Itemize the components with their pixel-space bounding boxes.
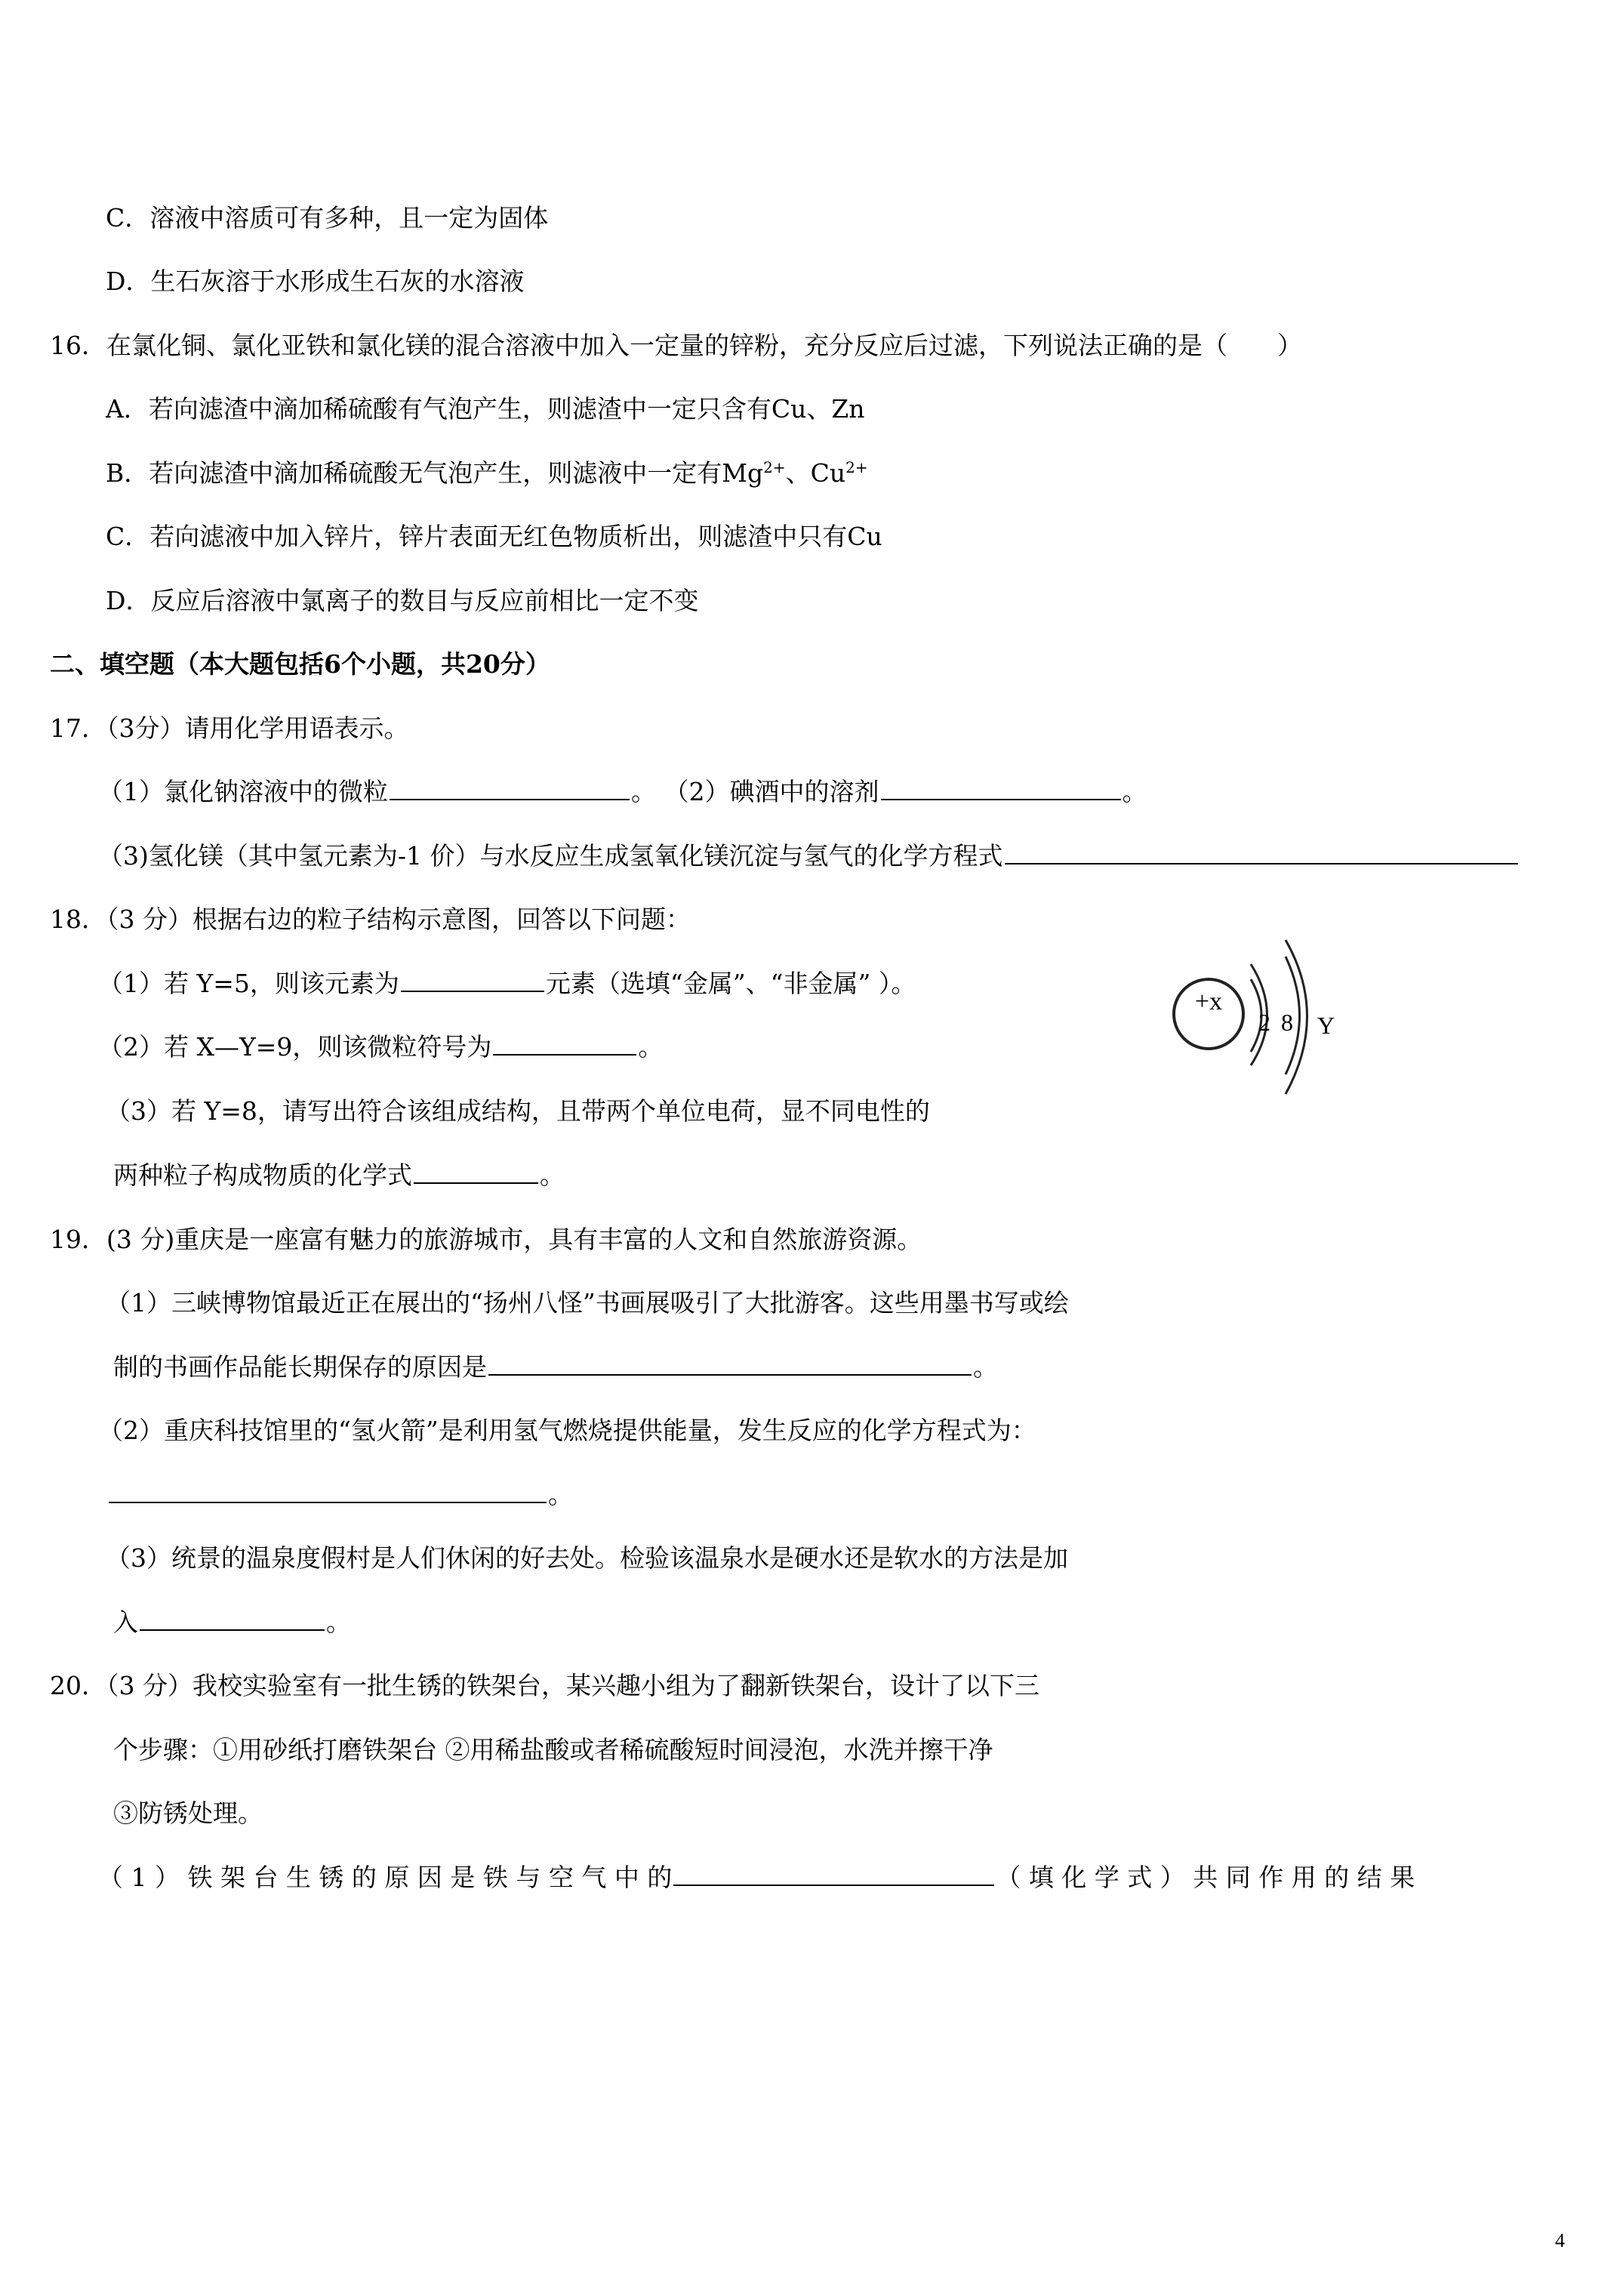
question-19: 19．(3 分)重庆是一座富有魅力的旅游城市，具有丰富的人文和自然旅游资源。 <box>50 1225 922 1254</box>
option-16c: C．若向滤液中加入锌片，锌片表面无红色物质析出，则滤渣中只有Cu <box>106 522 882 551</box>
answer-blank[interactable] <box>673 1884 994 1886</box>
question-18-part-3-cont: 两种粒子构成物质的化学式 。 <box>113 1160 565 1190</box>
answer-blank[interactable] <box>493 1053 636 1056</box>
option-15d: D．生石灰溶于水形成生石灰的水溶液 <box>106 267 525 296</box>
nucleus-charge: +x <box>1194 988 1223 1015</box>
question-20-steps-cont: ③防锈处理。 <box>113 1798 263 1828</box>
option-16a: A．若向滤渣中滴加稀硫酸有气泡产生，则滤渣中一定只含有Cu、Zn <box>106 394 865 424</box>
answer-blank[interactable] <box>1005 862 1518 864</box>
question-17-part-1-2: （1）氯化钠溶液中的微粒 。 （2）碘酒中的溶剂 。 <box>98 777 1147 806</box>
question-19-part-1: （1）三峡博物馆最近正在展出的“扬州八怪”书画展吸引了大批游客。这些用墨书写或绘 <box>106 1288 1069 1318</box>
section-heading: 二、填空题（本大题包括6个小题，共20分） <box>50 649 550 679</box>
question-18-part-3: （3）若 Y=8，请写出符合该组成结构，且带两个单位电荷，显不同电性的 <box>106 1096 930 1126</box>
option-16b: B．若向滤渣中滴加稀硫酸无气泡产生，则滤液中一定有$Mg^{2+}$、$Cu^{2+}$ <box>106 458 868 488</box>
answer-blank[interactable] <box>488 1373 972 1376</box>
question-20: 20．（3 分）我校实验室有一批生锈的铁架台，某兴趣小组为了翻新铁架台，设计了以下三 <box>50 1671 1039 1700</box>
question-16: 16．在氯化铜、氯化亚铁和氯化镁的混合溶液中加入一定量的锌粉，充分反应后过滤，下列说法正确的是（ ） <box>50 331 1302 360</box>
answer-blank[interactable] <box>390 798 630 800</box>
question-20-part-1: （ 1 ） 铁 架 台 生 锈 的 原 因 是 铁 与 空 气 中 的 （ 填 化 学 式 ） 共 同 作 用 的 结 果 <box>98 1863 1415 1892</box>
shell-1-electrons: 2 <box>1258 1009 1270 1036</box>
question-19-part-2: （2）重庆科技馆里的“氢火箭”是利用氢气燃烧提供能量，发生反应的化学方程式为： <box>98 1416 1036 1445</box>
question-19-part-1-cont: 制的书画作品能长期保存的原因是 。 <box>113 1352 998 1382</box>
page-number: 4 <box>1555 2230 1565 2251</box>
question-17: 17．（3分）请用化学用语表示。 <box>50 713 409 743</box>
option-16d: D．反应后溶液中氯离子的数目与反应前相比一定不变 <box>106 586 699 615</box>
question-19-part-2-cont: 。 <box>107 1482 573 1507</box>
question-17-part-3: （3)氢化镁（其中氢元素为-1 价）与水反应生成氢氧化镁沉淀与氢气的化学方程式 <box>98 843 1520 868</box>
answer-blank[interactable] <box>414 1182 538 1184</box>
question-18-part-2: （2）若 X—Y=9，则该微粒符号为 。 <box>98 1032 664 1062</box>
question-20-steps: 个步骤：①用砂纸打磨铁架台 ②用稀盐酸或者稀硫酸短时间浸泡，水洗并擦干净 <box>113 1735 993 1764</box>
question-19-part-3: （3）统景的温泉度假村是人们休闲的好去处。检验该温泉水是硬水还是软水的方法是加 <box>106 1543 1068 1573</box>
answer-blank[interactable] <box>109 1501 547 1503</box>
option-15c: C．溶液中溶质可有多种，且一定为固体 <box>106 203 549 233</box>
answer-blank[interactable] <box>881 798 1121 800</box>
question-18: 18．（3 分）根据右边的粒子结构示意图，回答以下问题： <box>50 905 691 934</box>
answer-blank[interactable] <box>401 990 544 992</box>
shell-2-electrons: 8 <box>1281 1009 1293 1036</box>
outer-shell-electrons: Y <box>1317 1012 1335 1039</box>
answer-blank[interactable] <box>140 1629 325 1631</box>
particle-structure-diagram <box>1166 917 1340 1106</box>
question-19-part-3-cont: 入 。 <box>113 1607 351 1637</box>
question-18-part-1: （1）若 Y=5，则该元素为 元素（选填“金属”、“非金属” ）。 <box>98 969 916 998</box>
